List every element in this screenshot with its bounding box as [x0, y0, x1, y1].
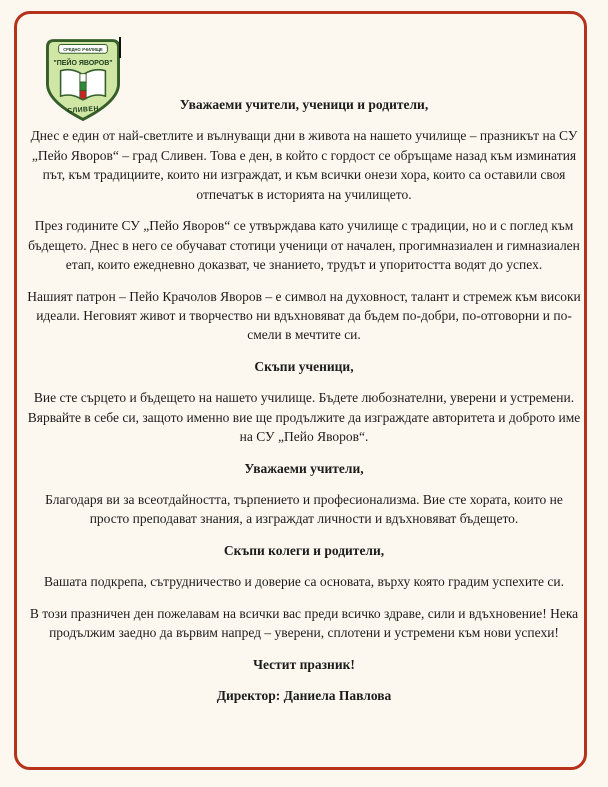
- congrats-heading: Честит празник!: [253, 656, 355, 672]
- history-paragraph: През годините СУ „Пейо Яворов“ се утвърждава като училище с традиции, но и с поглед към бъдещето. Днес в него се обучават стотици ученици от начален, прогимназиален и гимназиален етап, които ежедневно доказват, че знанието, трудът и упоритостта водят до успех.: [28, 218, 580, 273]
- text-cursor[interactable]: [119, 37, 121, 58]
- logo-city-text: СЛИВЕН: [67, 105, 100, 115]
- patron-paragraph: Нашият патрон – Пейо Крачолов Яворов – е символ на духовност, талант и стремеж към високи идеали. Неговият живот и творчество ни вдъхновяват да бъдем по-добри, по-отговорни и по-смели в мечтите си.: [27, 288, 581, 343]
- students-heading: Скъпи ученици,: [254, 358, 354, 374]
- logo-school-name: "ПЕЙО ЯВОРОВ": [53, 59, 113, 67]
- wishes-paragraph: В този празничен ден пожелавам на всички вас преди всичко здраве, сили и вдъхновение! Нека продължим заедно да вървим напред – уверени, сплотени и устремени към нови успехи!: [29, 605, 579, 641]
- logo-banner-text: СРЕДНО УЧИЛИЩЕ: [63, 46, 103, 52]
- students-paragraph: Вие сте сърцето и бъдещето на нашето училище. Бъдете любознателни, уверени и устремени. Вярвайте в себе си, защото именно вие ще продължите да изграждате авторитета и доброто име на СУ „Пейо Яворов“.: [27, 390, 581, 445]
- salutation-heading: Уважаеми учители, ученици и родители,: [179, 97, 429, 112]
- colleagues-paragraph: Вашата подкрепа, сътрудничество и доверие са основата, върху която градим успехите си.: [44, 574, 564, 590]
- teachers-heading: Уважаеми учители,: [244, 460, 364, 476]
- colleagues-heading: Скъпи колеги и родители,: [223, 542, 385, 558]
- intro-paragraph: Днес е един от най-светлите и вълнуващи дни в живота на нашето училище – празникът на СУ „Пейо Яворов“ – град Сливен. Това е ден, в който с гордост се обръщаме назад към изминатия път, към традициите, които ни изграждат, и към всички онези хора, които са оставили своя отпечатък в историята на училището.: [30, 128, 578, 202]
- teachers-paragraph: Благодаря ви за всеотдайността, търпението и професионализма. Вие сте хората, които не просто преподават знания, а изграждат личности и вдъхновяват бъдещето.: [45, 492, 563, 527]
- signature-line: Директор: Даниела Павлова: [216, 688, 392, 704]
- letter-body: [27, 95, 581, 718]
